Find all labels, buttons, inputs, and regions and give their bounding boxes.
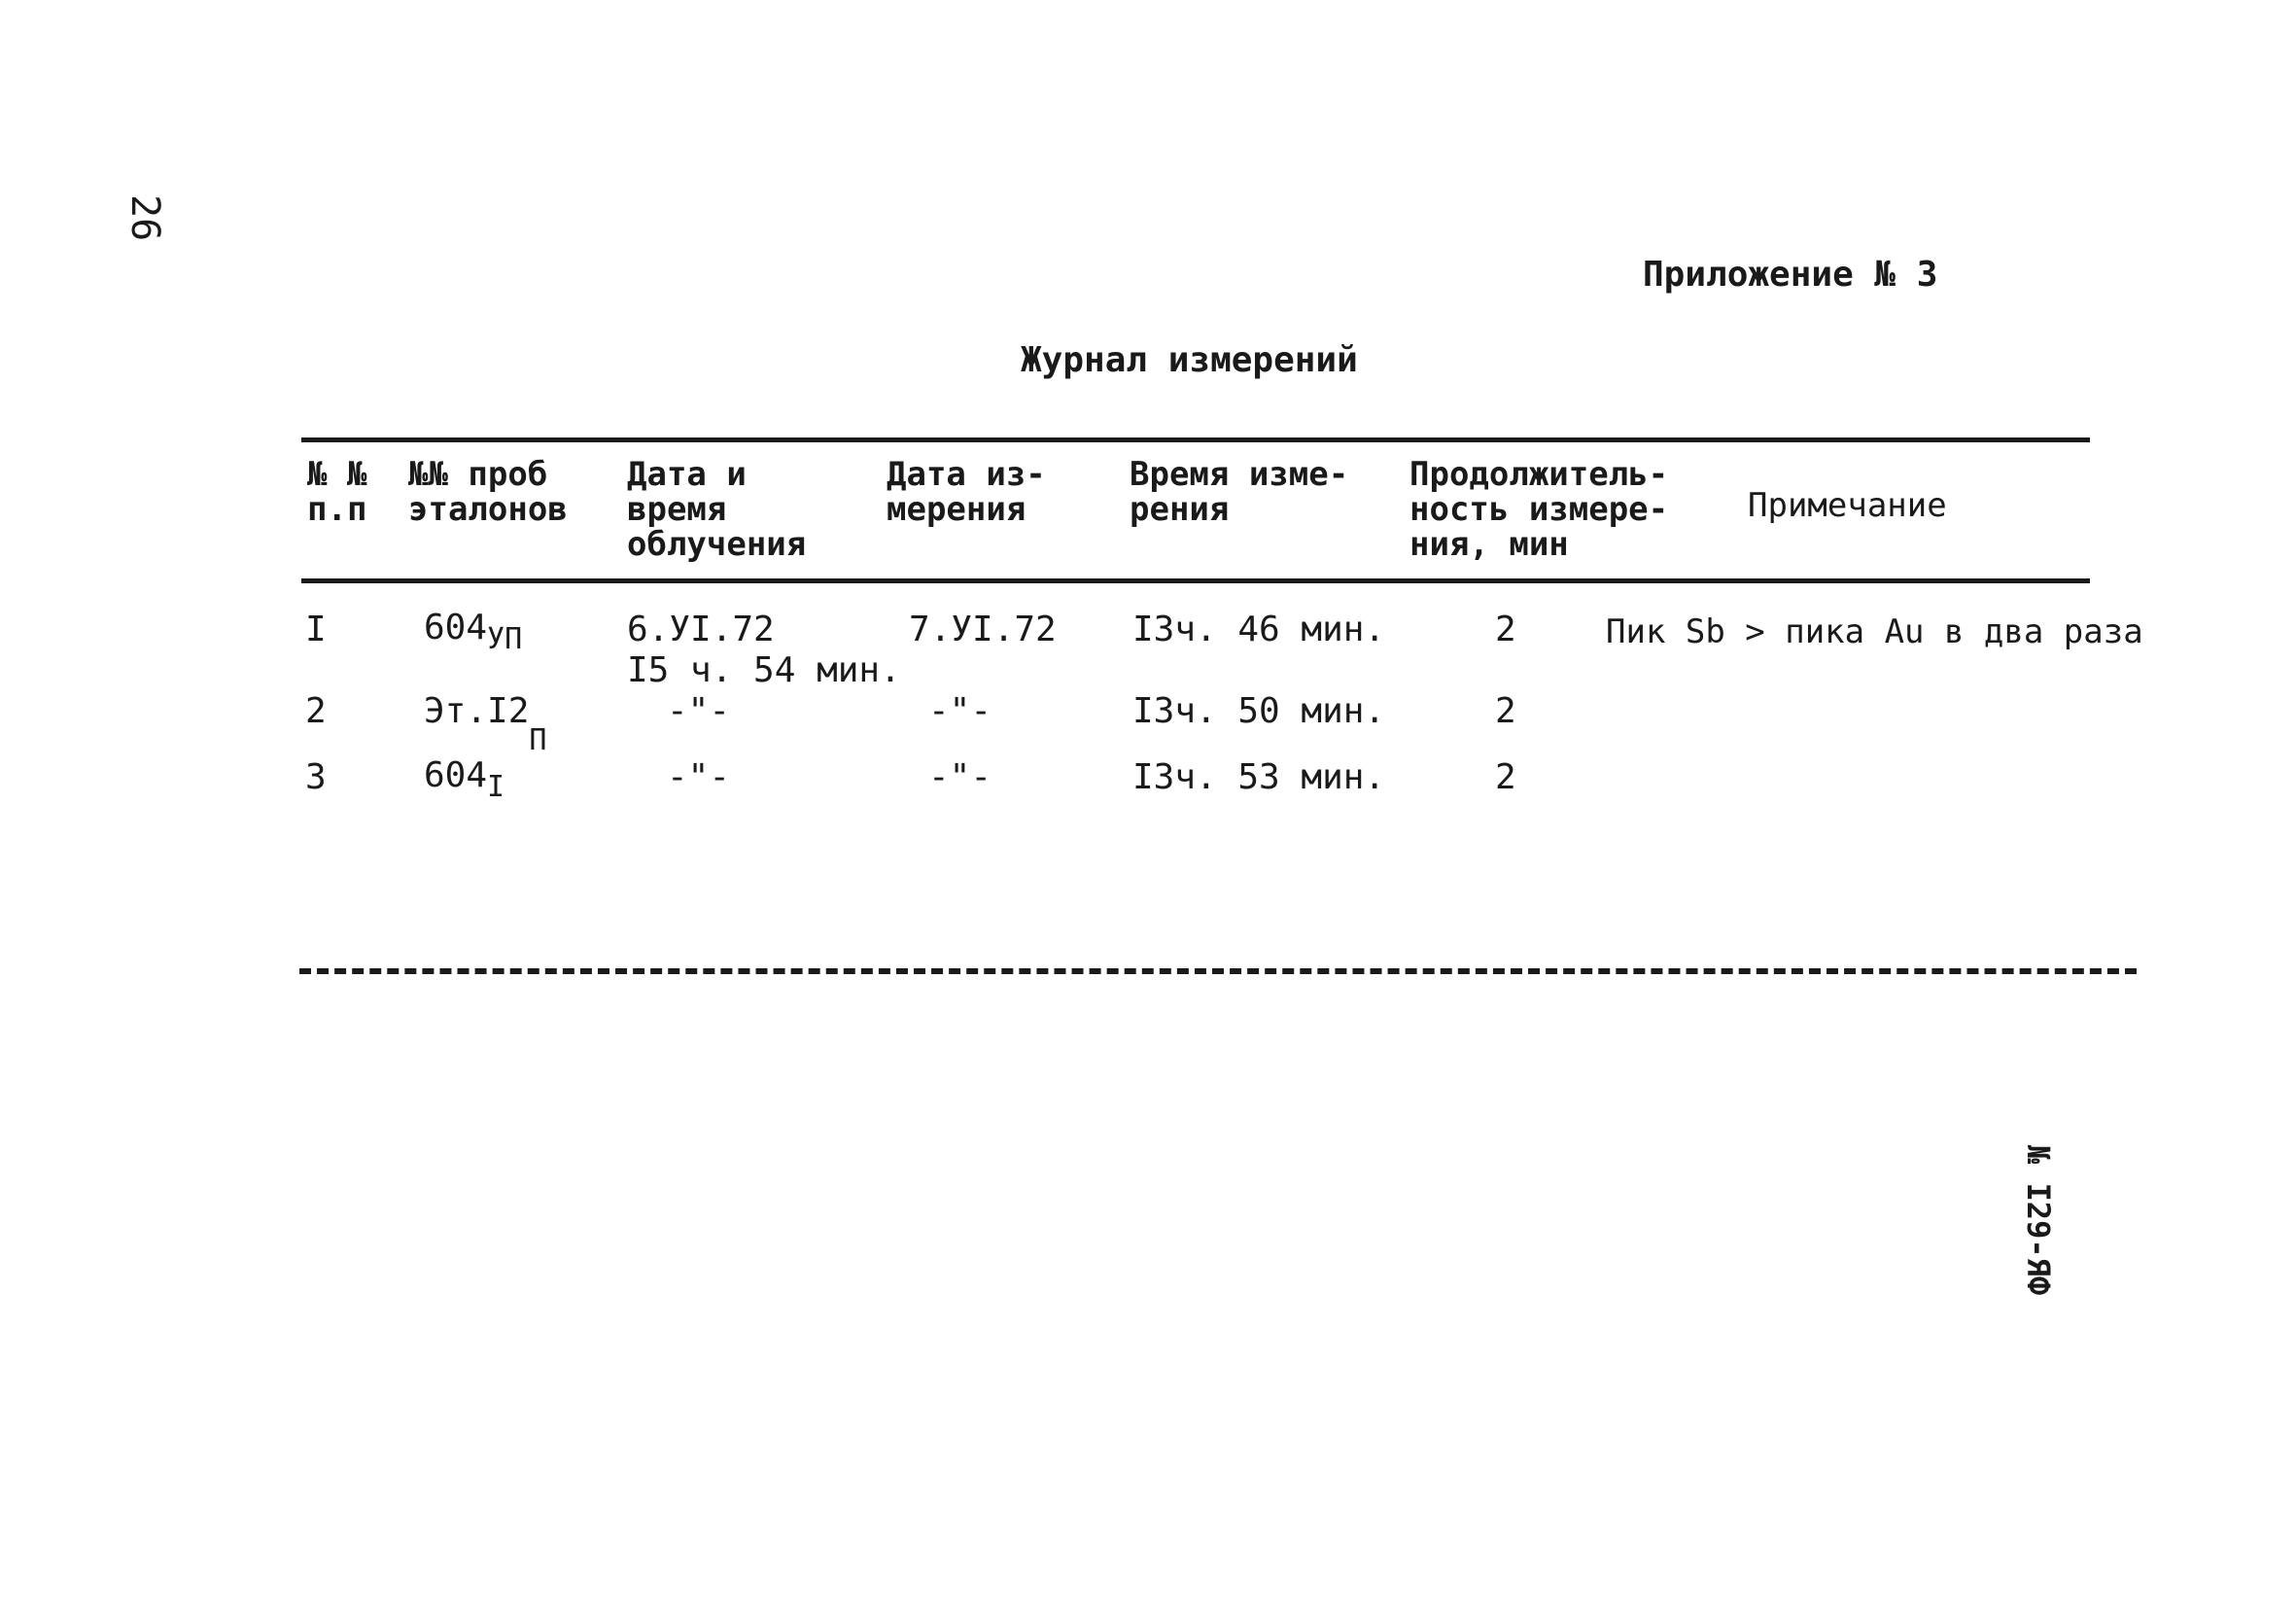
irradiation-date: 6.УI.72 xyxy=(627,610,775,649)
row-number: 2 xyxy=(305,691,327,731)
dashed-separator xyxy=(299,968,2137,974)
header-measure-date: Дата из- мерения xyxy=(887,455,1046,529)
row-number: I xyxy=(305,610,327,649)
measure-time: I3ч. 50 мин. xyxy=(1132,691,1386,731)
measure-time: I3ч. 53 мин. xyxy=(1132,757,1386,797)
table-top-rule xyxy=(301,437,2090,442)
document-code: № I29-ЯФ xyxy=(2020,1145,2057,1296)
page-title: Журнал измерений xyxy=(1021,340,1358,380)
table-header-rule xyxy=(301,578,2090,583)
measure-time: I3ч. 46 мин. xyxy=(1132,610,1386,649)
header-duration: Продолжитель- ность измере- ния, мин xyxy=(1409,455,1669,564)
irradiation-date: -"- xyxy=(667,757,731,797)
duration: 2 xyxy=(1495,691,1516,731)
header-num: № № п.п xyxy=(307,455,367,529)
irradiation-time: I5 ч. 54 мин. xyxy=(627,650,901,690)
duration: 2 xyxy=(1495,757,1516,797)
measure-date: 7.УI.72 xyxy=(909,610,1057,649)
duration: 2 xyxy=(1495,610,1516,649)
header-measure-time: Время изме- рения xyxy=(1130,455,1349,529)
irradiation-date: -"- xyxy=(667,691,731,731)
header-irradiation: Дата и время облучения xyxy=(627,455,807,564)
appendix-label: Приложение № 3 xyxy=(1643,255,1938,295)
measure-date: -"- xyxy=(928,757,992,797)
measure-date: -"- xyxy=(928,691,992,731)
page-number: 26 xyxy=(122,194,167,242)
sample-id: $Эт.I2_П$ xyxy=(424,691,547,757)
sample-id: $604_{УП}$ xyxy=(424,608,523,656)
header-note: Примечание xyxy=(1748,486,1947,525)
sample-id: $604_I$ xyxy=(424,755,505,804)
note: Пик Sb > пика Au в два раза xyxy=(1606,612,2143,651)
header-sample: №№ проб эталонов xyxy=(408,455,568,529)
row-number: 3 xyxy=(305,757,327,797)
